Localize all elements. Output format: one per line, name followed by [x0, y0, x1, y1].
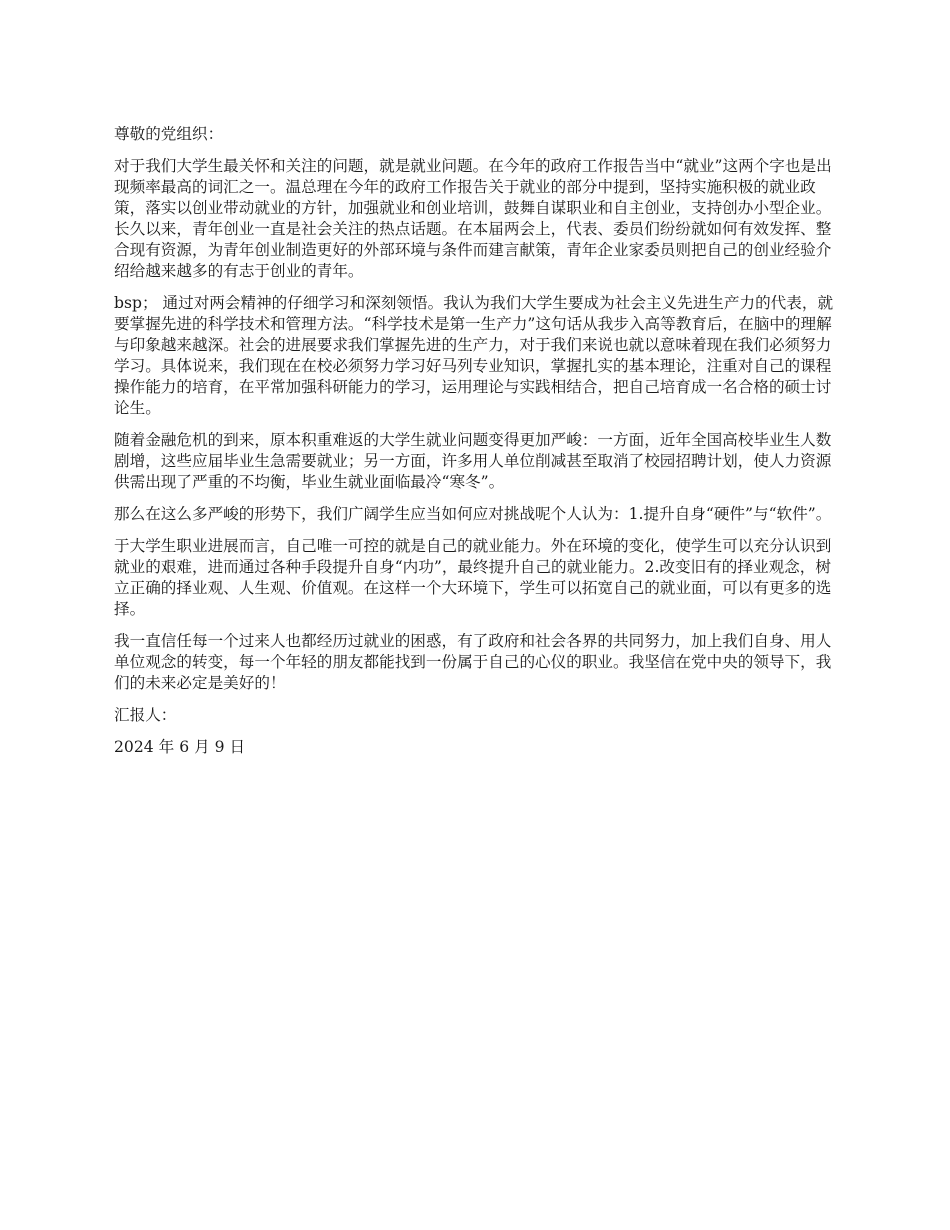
paragraph-2: bsp； 通过对两会精神的仔细学习和深刻领悟。我认为我们大学生要成为社会主义先进生产力的代表，就要掌握先进的科学技术和管理方法。“科学技术是第一生产力”这句话从我步入高等教育后，在脑中的理解与印象越来越深。社会的进展要求我们掌握先进的生产力，对于我们来说也就以意味着现在我们必须努力学习。具体说来，我们现在在校必须努力学习好马列专业知识，掌握扎实的基本理论，注重对自己的课程操作能力的培育，在平常加强科研能力的学习，运用理论与实践相结合，把自己培育成一名合格的硕士讨论生。: [114, 294, 834, 417]
paragraph-6: 我一直信任每一个过来人也都经历过就业的困惑，有了政府和社会各界的共同努力，加上我们自身、用人单位观念的转变，每一个年轻的朋友都能找到一份属于自己的心仪的职业。我坚信在党中央的领导下，我们的未来必定是美好的！: [114, 632, 832, 692]
paragraph-1: 对于我们大学生最关怀和关注的问题，就是就业问题。在今年的政府工作报告当中“就业”这两个字也是出现频率最高的词汇之一。温总理在今年的政府工作报告关于就业的部分中提到，坚持实施积极的就业政策，落实以创业带动就业的方针，加强就业和创业培训，鼓舞自谋职业和自主创业，支持创办小型企业。长久以来，青年创业一直是社会关注的热点话题。在本届两会上，代表、委员们纷纷就如何有效发挥、整合现有资源，为青年创业制造更好的外部环境与条件而建言献策，青年企业家委员则把自己的创业经验介绍给越来越多的有志于创业的青年。: [114, 157, 832, 280]
salutation: 尊敬的党组织：: [114, 125, 224, 143]
paragraph-3: 随着金融危机的到来，原本积重难返的大学生就业问题变得更加严峻：一方面，近年全国高校毕业生人数剧增，这些应届毕业生急需要就业；另一方面，许多用人单位削减甚至取消了校园招聘计划，使人力资源供需出现了严重的不均衡，毕业生就业面临最冷“寒冬”。: [114, 431, 832, 491]
paragraph-5: 于大学生职业进展而言，自己唯一可控的就是自己的就业能力。外在环境的变化，使学生可以充分认识到就业的艰难，进而通过各种手段提升自身“内功”，最终提升自己的就业能力。2.改变旧有的择业观念，树立正确的择业观、人生观、价值观。在这样一个大环境下，学生可以拓宽自己的就业面，可以有更多的选择。: [114, 537, 832, 618]
report-date: 2024 年 6 月 9 日: [114, 738, 246, 756]
signature-label: 汇报人：: [114, 706, 177, 724]
document-body: [114, 124, 844, 769]
paragraph-4: 那么在这么多严峻的形势下，我们广阔学生应当如何应对挑战呢个人认为：1.提升自身“硬件”与“软件”。: [114, 505, 832, 523]
